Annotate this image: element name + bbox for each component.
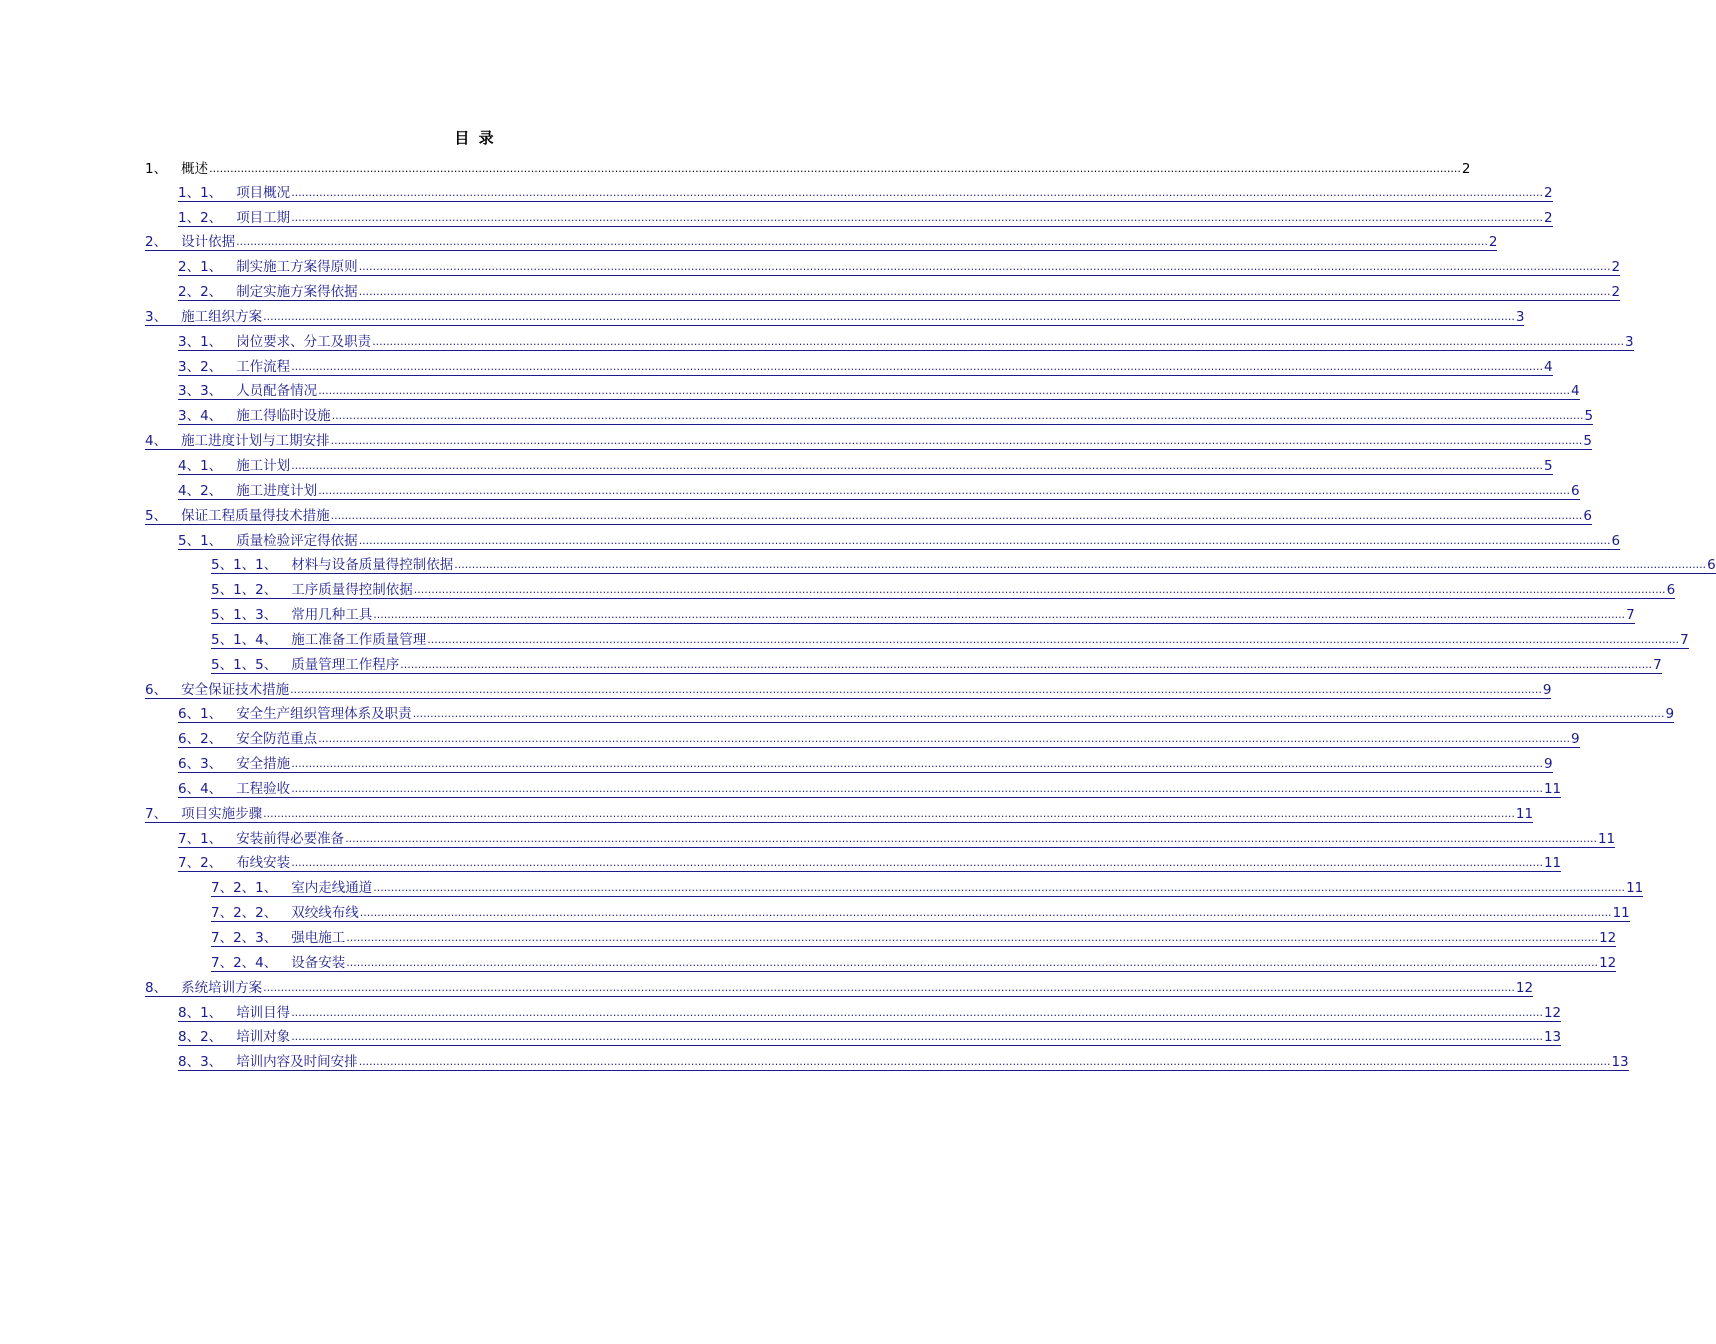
toc-entry[interactable] [145,997,1562,1022]
toc-dot-leader [345,830,1597,847]
toc-entry-page-number: 9 [1543,756,1553,773]
toc-entry-page-number: 2 [1611,284,1621,301]
toc-dot-leader [373,606,1625,623]
toc-dot-leader [331,507,1583,524]
toc-entry-title: 岗位要求、分工及职责 [236,333,372,350]
toc-entry-title: 工序质量得控制依据 [291,582,413,599]
toc-entry-title: 施工进度计划与工期安排 [181,433,330,450]
toc-entry-link[interactable] [211,879,1643,897]
toc-entry-link[interactable] [211,656,1662,674]
toc-entry-page-number: 5 [1543,457,1553,474]
toc-entry-link[interactable] [145,432,1592,450]
toc-entry-title: 质量检验评定得依据 [236,532,358,549]
toc-entry-number: 5、1、1、 [211,557,278,574]
toc-dot-leader [359,532,1611,549]
toc-entry-link[interactable] [178,258,1620,276]
toc-entry[interactable] [145,699,1675,724]
toc-dot-leader [209,160,1461,177]
toc-entry-link[interactable] [178,830,1615,848]
toc-entry-page-number: 12 [1543,1004,1562,1021]
toc-dot-leader [318,382,1570,399]
toc-entry-link[interactable] [178,1028,1561,1046]
toc-entry-page-number: 12 [1599,954,1617,971]
toc-entry-page-number: 11 [1612,905,1630,922]
toc-dot-leader [373,879,1625,896]
toc-entry-title: 安全措施 [236,756,291,773]
toc-entry-title: 双绞线布线 [291,905,359,922]
toc-entry-title: 布线安装 [236,855,291,872]
toc-dot-leader [291,457,1543,474]
toc-entry-link[interactable] [178,780,1561,798]
toc-entry-page-number: 3 [1624,333,1634,350]
toc-dot-leader [318,730,1570,747]
toc-entry[interactable] [145,674,1552,699]
toc-entry[interactable] [145,574,1676,599]
toc-entry-number: 7、2、 [178,855,223,872]
toc-entry[interactable] [145,251,1621,276]
toc-entry-number: 5、1、2、 [211,582,278,599]
toc-entry-title: 设备安装 [291,954,346,971]
toc-entry-link[interactable] [211,556,1716,574]
toc-entry-number: 6、 [145,681,168,698]
toc-entry-title: 制定实施方案得依据 [236,284,358,301]
toc-entry[interactable] [145,1046,1629,1071]
toc-entry-title: 施工准备工作质量管理 [291,631,427,648]
toc-entry-link[interactable] [178,382,1580,400]
toc-dot-leader [427,631,1679,648]
toc-entry-page-number: 11 [1515,805,1534,822]
toc-entry-link[interactable] [178,1053,1629,1071]
toc-entry-number: 2、2、 [178,284,223,301]
toc-dot-leader [346,954,1598,971]
toc-entry[interactable] [145,897,1630,922]
toc-dot-leader [359,258,1611,275]
toc-entry[interactable] [145,400,1594,425]
toc-dot-leader [291,358,1543,375]
toc-entry-title: 施工进度计划 [236,482,318,499]
toc-entry-title: 常用几种工具 [291,607,373,624]
toc-entry-link[interactable] [178,532,1620,550]
toc-entry-title: 质量管理工作程序 [291,656,400,673]
toc-entry[interactable] [145,475,1580,500]
toc-entry-number: 6、1、 [178,706,223,723]
toc-entry-number: 6、4、 [178,780,223,797]
toc-entry-title: 施工计划 [236,457,291,474]
toc-entry-number: 4、1、 [178,457,223,474]
toc-entry-number: 3、1、 [178,333,223,350]
toc-entry-link[interactable] [145,979,1533,997]
toc-entry-page-number: 9 [1542,681,1552,698]
toc-entry-page-number: 11 [1543,780,1562,797]
toc-dot-leader [291,1004,1543,1021]
toc-dot-leader [263,979,1515,996]
toc-entry-link[interactable] [178,482,1580,500]
toc-entry-page-number: 3 [1515,308,1525,325]
toc-entry-page-number: 2 [1543,184,1553,201]
toc-entry-title: 强电施工 [291,930,346,946]
toc-entry[interactable] [145,773,1562,798]
toc-entry[interactable] [145,376,1580,401]
toc-entry[interactable] [145,649,1662,674]
toc-entry-number: 4、 [145,433,168,450]
toc-entry-number: 1、1、 [178,184,223,201]
toc-entry-link[interactable] [145,681,1551,699]
toc-entry-number: 2、1、 [178,259,223,276]
toc-entry-title: 项目实施步骤 [181,805,263,822]
toc-entry[interactable] [145,1022,1562,1047]
toc-entry-page-number: 9 [1665,706,1675,723]
toc-entry-number: 8、1、 [178,1004,223,1021]
toc-dot-leader [359,1053,1611,1070]
toc-entry[interactable] [145,972,1534,997]
toc-entry[interactable] [145,922,1617,947]
toc-entry-link[interactable] [178,333,1634,351]
toc-entry[interactable] [145,276,1621,301]
toc-entry-link[interactable] [145,805,1533,823]
toc-entry[interactable] [145,301,1525,326]
toc-entry-page-number: 7 [1653,656,1662,673]
toc-entry-link[interactable] [211,954,1616,972]
toc-entry-title: 安全生产组织管理体系及职责 [236,706,412,723]
toc-entry[interactable] [145,550,1716,575]
toc-entry-title: 制实施工方案得原则 [236,259,358,276]
toc-entry-page-number: 13 [1611,1054,1629,1071]
toc-entry-number: 8、3、 [178,1054,223,1071]
toc-entry-number: 1、 [145,160,168,177]
toc-dot-leader [400,656,1652,673]
toc-entry-number: 5、1、4、 [211,631,278,648]
toc-entry-link[interactable] [178,457,1553,475]
toc-entry[interactable] [145,872,1644,897]
toc-dot-leader [414,581,1666,598]
toc-entry-page-number: 11 [1597,830,1616,847]
toc-entry-number: 7、 [145,805,168,822]
toc-entry-page-number: 4 [1570,383,1580,400]
toc-entry-number: 3、3、 [178,383,223,400]
toc-dot-leader [291,1028,1543,1045]
toc-entry-number: 3、 [145,308,168,325]
toc-entry[interactable] [145,202,1553,227]
toc-entry-link[interactable] [178,209,1553,227]
toc-entry-number: 7、2、3、 [211,930,278,946]
toc-dot-leader [332,407,1584,424]
toc-entry-title: 安全防范重点 [236,731,318,748]
toc-entry-number: 5、1、3、 [211,607,278,624]
toc-entry-link[interactable] [178,854,1561,872]
toc-entry-page-number: 12 [1515,979,1534,996]
toc-entry-number: 7、2、2、 [211,905,278,922]
toc-dot-leader [263,308,1515,325]
toc-title: 目 录 [454,129,496,147]
toc-entry[interactable] [145,450,1553,475]
toc-entry-link[interactable] [178,358,1553,376]
toc-entry-page-number: 9 [1570,731,1580,748]
toc-entry-link[interactable] [211,929,1616,947]
toc-entry-number: 7、1、 [178,830,223,847]
toc-entry-title: 系统培训方案 [181,979,263,996]
toc-entry-number: 7、2、1、 [211,880,278,897]
toc-entry-page-number: 2 [1461,160,1471,177]
toc-entry-title: 培训目得 [236,1004,291,1021]
toc-entry[interactable] [145,748,1553,773]
toc-entry[interactable] [145,326,1634,351]
toc-entry-title: 项目概况 [236,184,291,201]
toc-entry-link[interactable] [178,730,1580,748]
toc-entry-link[interactable] [211,631,1689,649]
toc-entry-number: 2、 [145,234,168,251]
toc-entry-page-number: 4 [1543,358,1553,375]
toc-entry[interactable] [145,500,1592,525]
toc-dot-leader [236,233,1488,250]
toc-entry-page-number: 6 [1611,532,1621,549]
toc-entry-link[interactable] [178,1004,1561,1022]
toc-dot-leader [290,681,1542,698]
toc-dot-leader [318,482,1570,499]
toc-dot-leader [263,805,1515,822]
toc-dot-leader [291,184,1543,201]
toc-entry-title: 项目工期 [236,209,291,226]
toc-entry[interactable] [145,227,1498,252]
toc-entry-link[interactable] [145,507,1592,525]
toc-entry[interactable] [145,723,1580,748]
toc-entry[interactable] [145,599,1635,624]
toc-entry[interactable] [145,823,1616,848]
toc-entry[interactable] [145,425,1592,450]
toc-entry-page-number: 6 [1707,557,1716,574]
toc-entry[interactable] [145,525,1621,550]
toc-entry-number: 6、3、 [178,756,223,773]
toc-dot-leader [291,209,1543,226]
toc-entry-title: 施工组织方案 [181,308,263,325]
toc-entry-number: 4、2、 [178,482,223,499]
toc-entry-link[interactable] [211,581,1675,599]
toc-entry-link[interactable] [178,184,1553,202]
toc-entry-page-number: 5 [1583,433,1592,450]
toc-entry-page-number: 5 [1584,408,1594,425]
toc-entry-title: 工程验收 [236,780,291,797]
toc-entry-page-number: 13 [1543,1029,1562,1046]
toc-entry-title: 施工得临时设施 [236,408,331,425]
toc-entry-page-number: 7 [1680,631,1689,648]
toc-entry-link[interactable] [178,407,1593,425]
toc-entry-number: 1、2、 [178,209,223,226]
toc-entry-page-number: 7 [1626,607,1635,624]
toc-entry[interactable] [145,798,1534,823]
toc-entry-number: 3、2、 [178,358,223,375]
toc-entry-page-number: 2 [1611,259,1621,276]
toc-entry-link[interactable] [211,904,1630,922]
toc-entry-title: 安装前得必要准备 [236,830,345,847]
toc-entry[interactable] [145,947,1617,972]
toc-entry-number: 3、4、 [178,408,223,425]
toc-entry-link[interactable] [145,233,1497,251]
toc-entry-title: 保证工程质量得技术措施 [181,507,330,524]
toc-entry-number: 7、2、4、 [211,954,278,971]
toc-entry-title: 室内走线通道 [291,880,373,897]
toc-entry [145,152,1471,177]
toc-entry-title: 工作流程 [236,358,291,375]
toc-entry-page-number: 6 [1570,482,1580,499]
toc-dot-leader [291,780,1543,797]
toc-entry-number: 5、 [145,507,168,524]
toc-dot-leader [331,432,1583,449]
toc-entry-page-number: 11 [1626,880,1644,897]
toc-entry-page-number: 12 [1599,930,1617,946]
toc-entry-link[interactable] [178,755,1553,773]
toc-dot-leader [359,283,1611,300]
toc-dot-leader [360,904,1612,921]
toc-entry-page-number: 11 [1543,855,1562,872]
toc-dot-leader [346,929,1598,946]
toc-entry-link [145,160,1470,177]
toc-entry-title: 材料与设备质量得控制依据 [291,557,454,574]
toc-dot-leader [291,854,1543,871]
toc-entry-title: 设计依据 [181,234,236,251]
toc-entry-page-number: 2 [1543,209,1553,226]
toc-entry[interactable] [145,351,1553,376]
toc-entry-number: 5、1、 [178,532,223,549]
toc-entry[interactable] [145,624,1689,649]
toc-entry[interactable] [145,177,1553,202]
toc-entry-number: 8、 [145,979,168,996]
toc-entry-title: 培训内容及时间安排 [236,1054,358,1071]
toc-entry-number: 8、2、 [178,1029,223,1046]
toc-entry[interactable] [145,848,1562,873]
toc-dot-leader [291,755,1543,772]
toc-entry-link[interactable] [145,308,1524,326]
toc-dot-leader [454,556,1706,573]
toc-entry-title: 安全保证技术措施 [181,681,290,698]
toc-entry-page-number: 2 [1488,234,1498,251]
toc-entry-link[interactable] [178,283,1620,301]
toc-entry-title: 培训对象 [236,1029,291,1046]
toc-entry-title: 人员配备情况 [236,383,318,400]
toc-entry-page-number: 6 [1666,582,1676,599]
toc-entry-link[interactable] [178,705,1674,723]
toc-entry-number: 6、2、 [178,731,223,748]
toc-entry-page-number: 6 [1583,507,1592,524]
toc-dot-leader [413,705,1665,722]
toc-list [145,152,1716,1071]
toc-entry-title: 概述 [181,160,209,177]
toc-dot-leader [372,333,1624,350]
toc-entry-link[interactable] [211,606,1635,624]
toc-entry-number: 5、1、5、 [211,656,278,673]
